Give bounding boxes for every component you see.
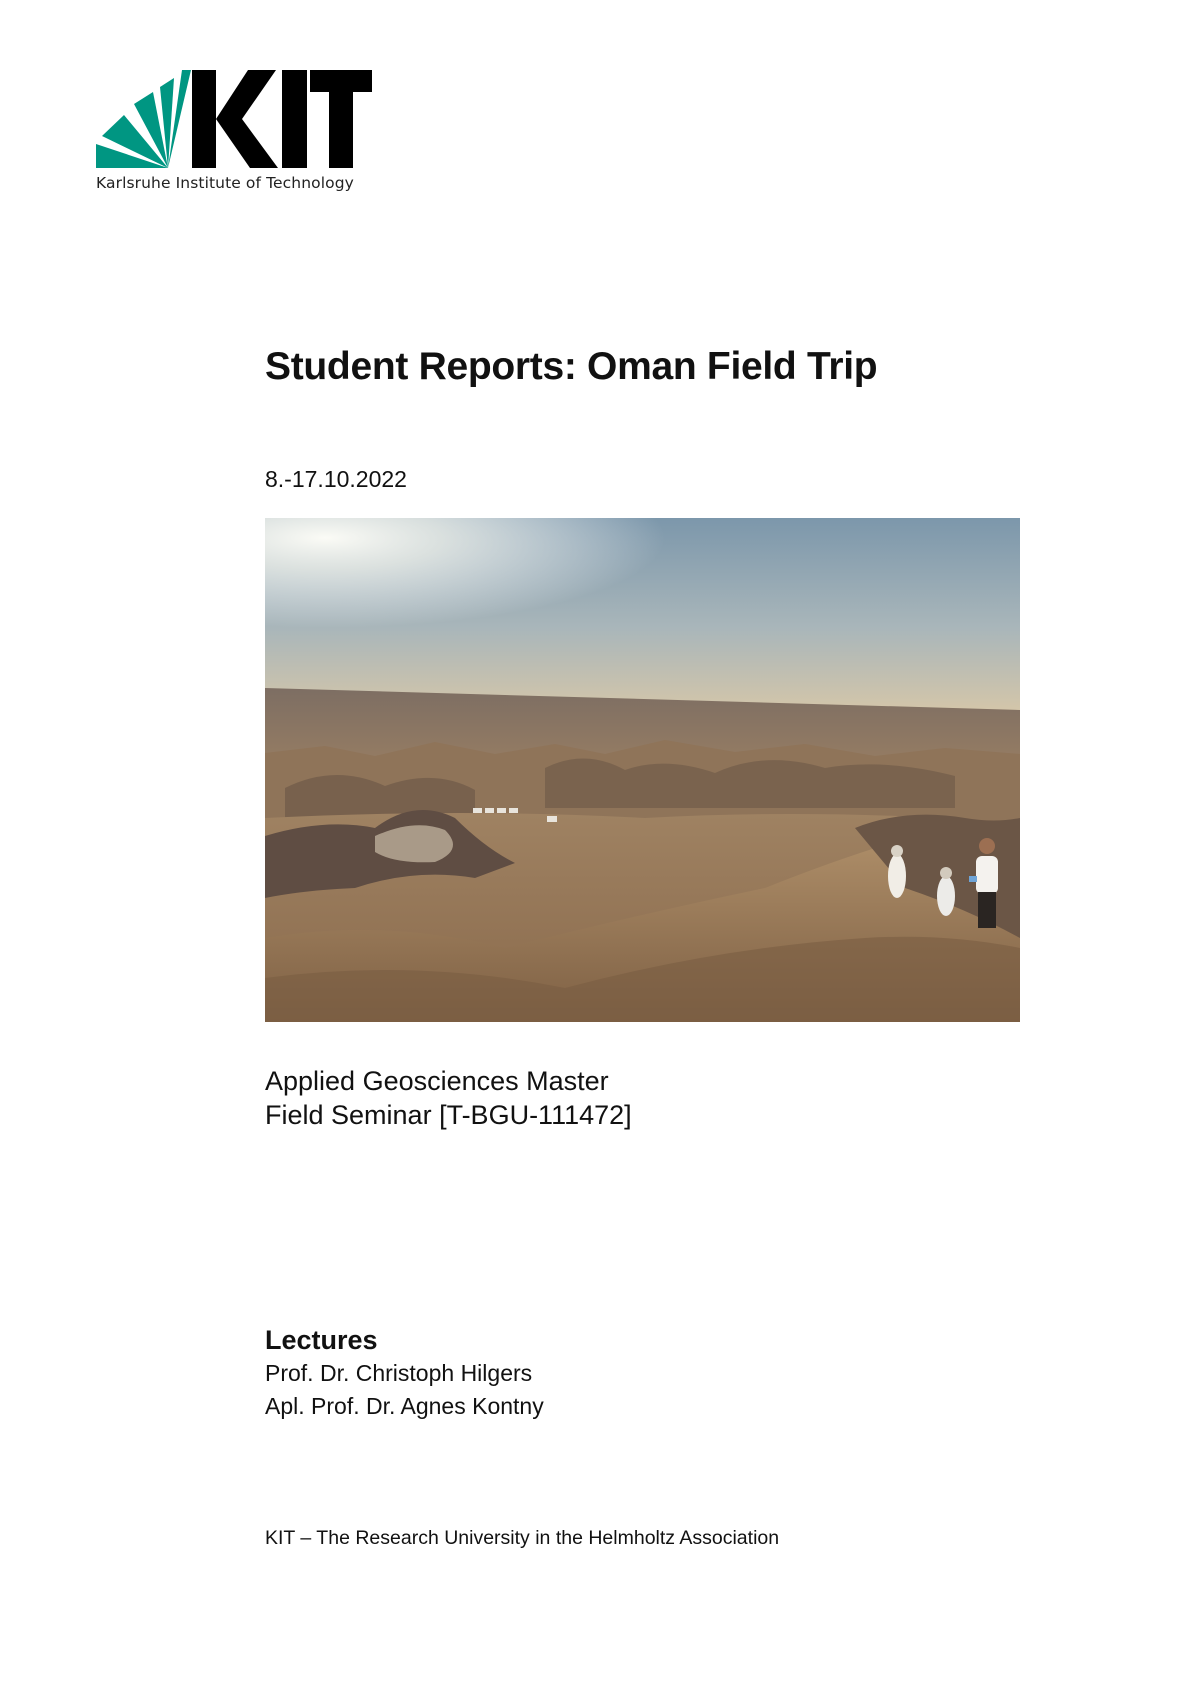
- program-name: Applied Geosciences Master: [265, 1066, 609, 1096]
- desert-landscape-photo: [265, 518, 1020, 1022]
- lecturer-name: Prof. Dr. Christoph Hilgers: [265, 1360, 533, 1386]
- desert-landscape-icon: [265, 518, 1020, 1022]
- program-info: [265, 1064, 632, 1132]
- trip-date: 8.-17.10.2022: [265, 466, 407, 492]
- footer-tagline: KIT – The Research University in the Helmholtz Association: [265, 1527, 780, 1549]
- lecturer-name: Apl. Prof. Dr. Agnes Kontny: [265, 1393, 544, 1419]
- kit-logo-mark-icon: [96, 70, 372, 170]
- lectures-heading: Lectures: [265, 1325, 378, 1355]
- logo-subtitle: Karlsruhe Institute of Technology: [96, 174, 354, 192]
- lectures-section: [265, 1323, 544, 1423]
- kit-logo: [96, 70, 372, 200]
- course-name: Field Seminar [T-BGU-111472]: [265, 1100, 632, 1130]
- document-title: Student Reports: Oman Field Trip: [265, 345, 878, 388]
